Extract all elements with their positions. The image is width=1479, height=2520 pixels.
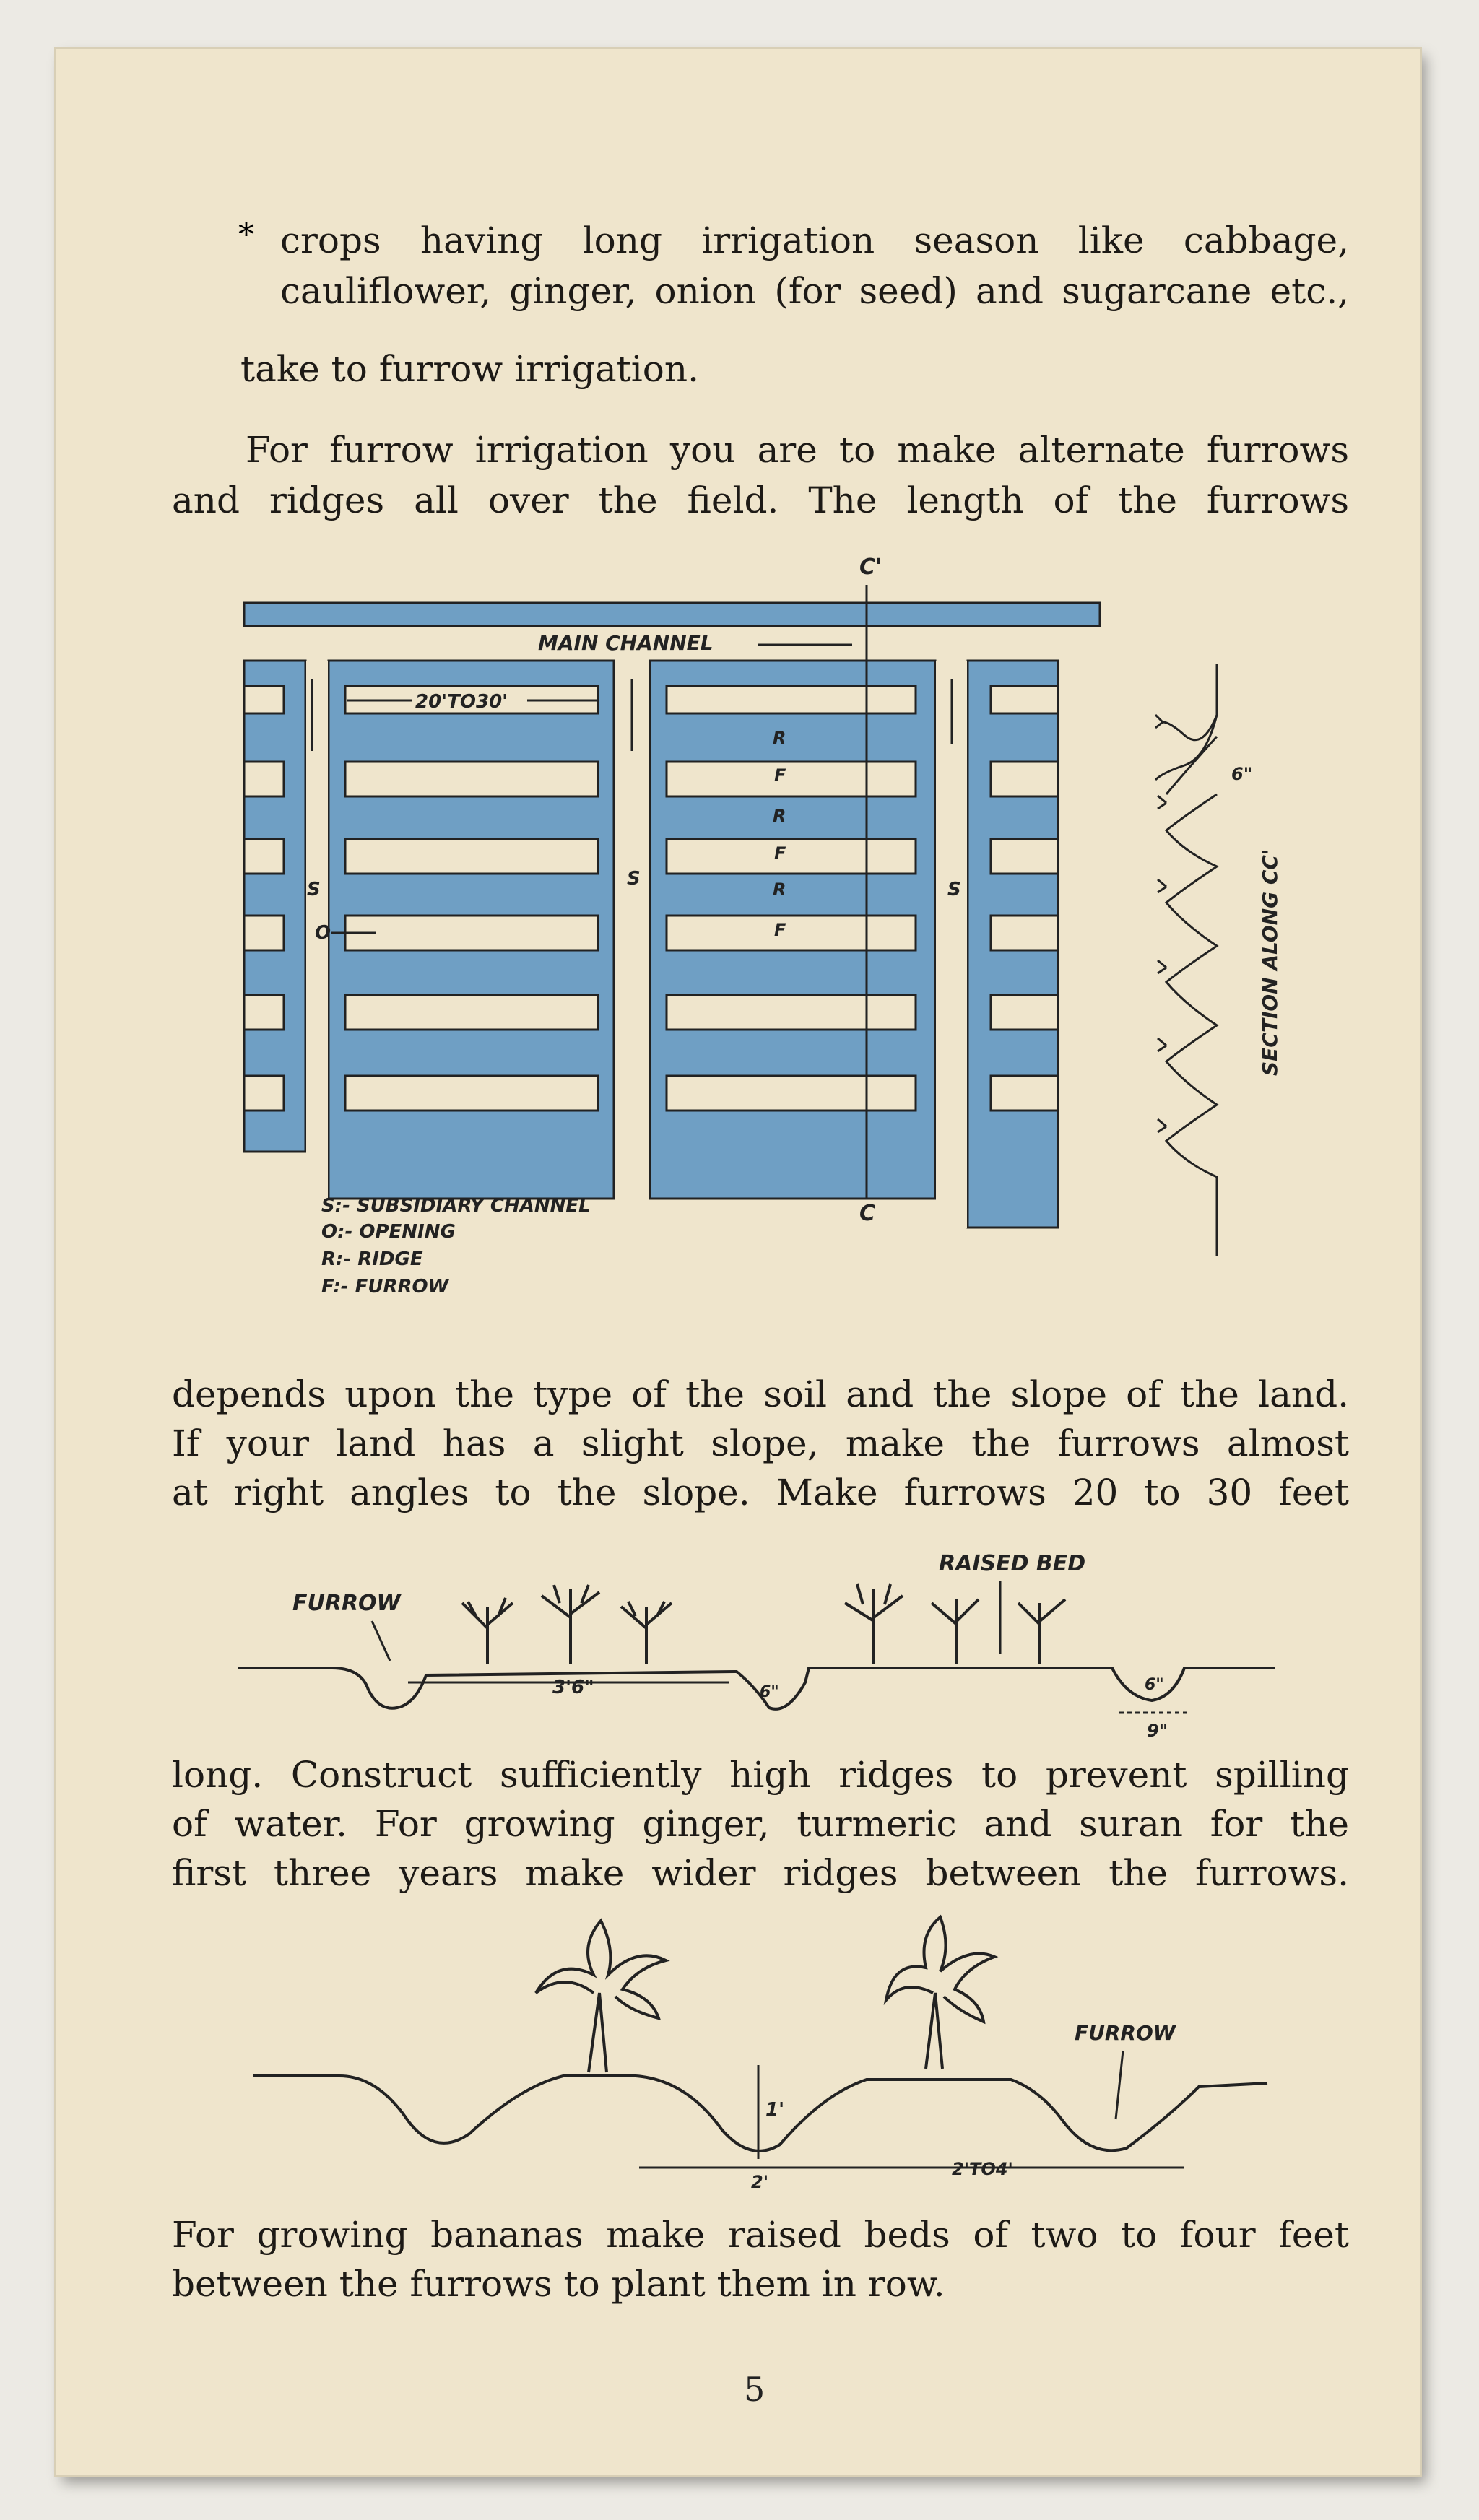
bottom-width-label: 2' [751,2172,769,2192]
ridge-label-2: R [773,806,786,826]
p4-line-2: of water. For growing ginger, turmeric and suran for the [172,1803,1349,1845]
p4-line-1: long. Construct sufficiently high ridges to prevent spilling [172,1754,1349,1796]
legend-furrow: F:- FURROW [321,1276,449,1298]
p3-line-3: at right angles to the slope. Make furrows 20 to 30 feet [172,1472,1349,1513]
subsidiary-label-3: S [947,879,961,900]
legend-subsidiary: S:- SUBSIDIARY CHANNEL [321,1195,591,1217]
banana-tree-icons [536,1917,994,2072]
p5-line-1: For growing bananas make raised beds of two to four feet [172,2214,1349,2256]
section-depth-label: 6" [1231,764,1253,784]
depth-label-a: 6" [760,1683,779,1701]
bed-width-range-label: 2'TO4' [952,2159,1013,2179]
p2-line-2: and ridges all over the field. The length of the furrows [172,479,1349,521]
raised-bed-label: RAISED BED [939,1551,1086,1576]
subsidiary-label-2: S [627,868,641,890]
depth-label-b: 6" [1145,1676,1164,1694]
c-label: C [859,1201,876,1226]
p2-line-1: For furrow irrigation you are to make alternate furrows [246,429,1349,471]
main-channel-label: MAIN CHANNEL [538,631,714,655]
banana-furrow-label: FURROW [1075,2021,1176,2045]
bullet-line-2: cauliflower, ginger, onion (for seed) and sugarcane etc., [280,270,1349,312]
p3-line-1: depends upon the type of the soil and the slope of the land. [172,1373,1349,1415]
c-prime-label: C' [859,555,882,580]
page-number: 5 [744,2370,765,2409]
p4-line-3: first three years make wider ridges between the furrows. [172,1852,1349,1894]
bullet-line-1: crops having long irrigation season like cabbage, [280,220,1349,261]
legend-opening: O:- OPENING [321,1221,456,1243]
furrow-label: FURROW [292,1591,401,1616]
furrow-label-1: F [774,765,786,786]
ridge-label-1: R [773,728,786,748]
height-label: 1' [765,2099,785,2121]
bed-profile [253,2076,1267,2151]
section-caption: SECTION ALONG CC' [1258,848,1282,1076]
p5-line-2: between the furrows to plant them in row. [172,2263,945,2305]
furrow-width-label: 9" [1147,1721,1168,1741]
bullet-marker: * [238,217,254,253]
ridge-label-3: R [773,879,786,900]
width-label: 20'TO30' [415,691,508,713]
furrow-label-3: F [774,920,786,940]
bed-width-label: 3'6" [552,1677,594,1698]
furrow-label-2: F [774,843,786,864]
p3-line-2: If your land has a slight slope, make the furrows almost [172,1422,1349,1464]
take-line: take to furrow irrigation. [240,348,699,390]
opening-label: O [315,922,331,944]
legend-ridge: R:- RIDGE [321,1248,423,1270]
subsidiary-label-1: S [307,879,321,900]
